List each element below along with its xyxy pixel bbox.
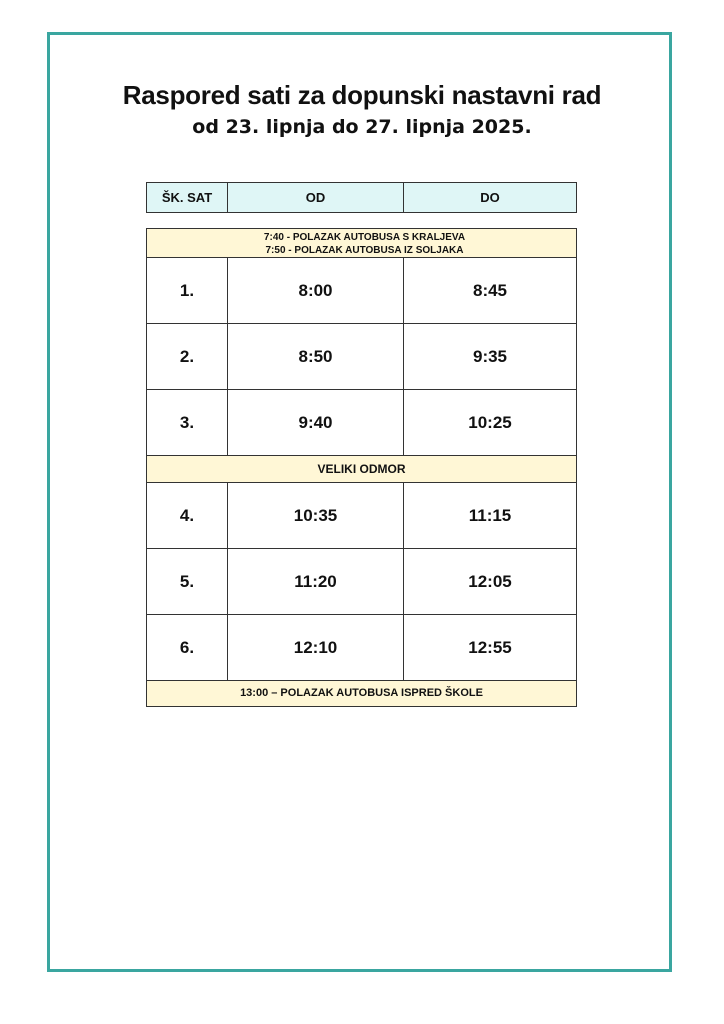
table-header: [146, 182, 577, 213]
page-subtitle: od 23. lipnja do 27. lipnja 2025.: [192, 116, 532, 138]
cell-od: 10:35: [228, 483, 404, 548]
cell-sat: 3.: [147, 390, 228, 455]
table-row: [147, 324, 576, 390]
bus-text: – POLAZAK AUTOBUSA ISPRED ŠKOLE: [268, 687, 483, 699]
cell-do: 10:25: [468, 412, 512, 432]
schedule-table: [146, 228, 577, 707]
cell-sat: 1.: [147, 258, 228, 323]
cell-do: 9:35: [472, 346, 508, 366]
bus-departure-line: [147, 231, 576, 244]
cell-od: 12:10: [228, 615, 404, 680]
page-title: Raspored sati za dopunski nastavni rad: [122, 80, 602, 110]
cell-sat: 4.: [147, 483, 228, 548]
cell-od: 8:00: [228, 258, 404, 323]
break-row: VELIKI ODMOR: [147, 456, 576, 483]
cell-sat: 6.: [147, 615, 228, 680]
cell-sat: 2.: [147, 324, 228, 389]
cell-do: 8:45: [472, 280, 508, 300]
table-row: [147, 615, 576, 681]
header-sk-sat: ŠK. SAT: [147, 183, 228, 212]
bus-departure-line: [147, 244, 576, 257]
table-row: [147, 549, 576, 615]
cell-od: 8:50: [228, 324, 404, 389]
cell-sat: 5.: [147, 549, 228, 614]
bus-time: 7:40: [263, 232, 284, 243]
cell-do: 12:55: [468, 637, 512, 657]
header-do: DO: [480, 190, 500, 205]
bus-time: 7:50: [265, 245, 286, 256]
cell-od: 9:40: [228, 390, 404, 455]
table-row: [147, 258, 576, 324]
cell-od: 11:20: [228, 549, 404, 614]
header-od: OD: [228, 183, 404, 212]
cell-do: 11:15: [468, 505, 512, 525]
table-row: [147, 483, 576, 549]
bus-time: 13:00: [240, 687, 269, 699]
bus-text: - POLAZAK AUTOBUSA S KRALJEVA: [283, 232, 466, 243]
bus-departures-morning: [147, 229, 576, 258]
bus-text: - POLAZAK AUTOBUSA IZ SOLJAKA: [285, 245, 464, 256]
table-row: [147, 390, 576, 456]
bus-departure-afternoon: [147, 681, 576, 706]
cell-do: 12:05: [468, 571, 512, 591]
